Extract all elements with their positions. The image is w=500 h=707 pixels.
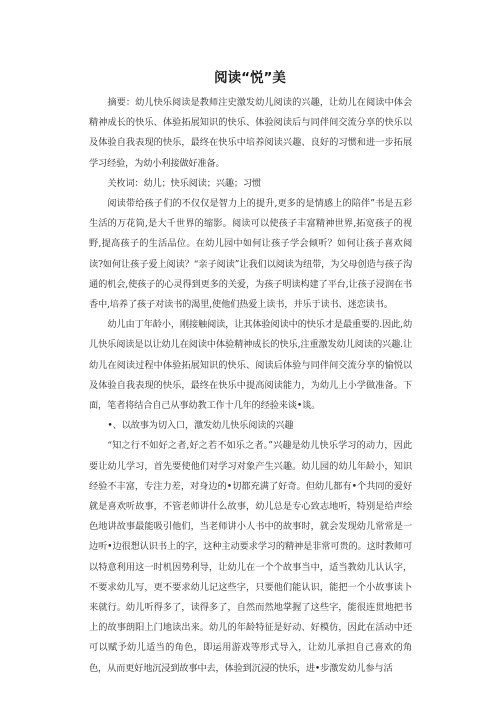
keywords-paragraph: 关枚词：幼儿；快乐阅读；兴趣；习惯 <box>107 177 262 189</box>
intro-paragraph: 阅读带给孩子们的不仅仅是智力上的提升,更多的是情感上的陪伴”书是五彩生活的万花筒,是大千世界的缩影。阅读可以使孩子丰富精神世界,拓宽孩子的视野,提高孩子的生活品位。在幼儿园中如何让孩子学会倾听？如何让孩子喜欢阅读?如何让孩子爱上阅读？“亲子阅读”让我们以阅读为纽带，为父母创造与孩子沟通的机会,使孩子的心灵得到更多的关爱，为孩子明读构建了平台,让孩子浸润在书香中,培养了孩子对读书的渴里,使他们热爱上读书，并乐于读书、迷恋读书。 <box>89 198 412 311</box>
body-paragraph: “知之行不如好之者,好之若不如乐之者。”兴趣是幼儿快乐学习的动力，因此要让幼儿学习，首先要使他们对学习对象产生兴趣。幼儿园的幼儿年龄小，知识经验不丰富，专注力差，对身边的•切都充满了好奇。但幼儿都有•个共同的爱好就是喜欢听故事，不管老师讲什么故事，幼儿总是专心致志地听，特别是给声绘色地讲故事最能吸引他们，当老师讲小人书中的故事时，就会发现幼儿常常是一边听•边很想认识书上的字，这种主动要求学习的精神是非常可贵的。这时教师可以特意利用这一时机因势利导，让幼儿在一个个故事当中，适当教幼儿认认字，不要求幼儿写，更不要求幼儿记这些字，只要他们能认识，能把一个小故事读卜来就行。幼儿听得多了，读得多了，自然而然地掌握了这些字，能很连贯地把书上的故事朗阳上门地读出来。幼儿的年龄特征是好动、好模仿，因此在活动中还可以赋予幼儿适当的角色，即运用游戏等形式导入，让幼儿承担自己喜欢的角色，从而更好地沉浸到故事中去，体验到沉浸的快乐，进•步激发幼儿参与活 <box>89 440 412 674</box>
document-title: 阅读“悦”美 <box>214 70 286 86</box>
document-body <box>89 93 412 679</box>
body-paragraph: 幼儿由丁年龄小，刚接触阅读，让其体验阅读中的快乐才是最重要的.因此,幼儿快乐阅读是以让幼儿在阅读中体验精神成长的快乐,注重激发幼儿阅读的兴趣.让幼儿在阅读过程中体验拓展知识的快乐、阅读后体验与同伴间交流分享的愉悦以及体验自我表现的快乐，最终在快乐中提高阅读能力，为幼儿上小学做准备。下面，笔者将结合自己从事幼教工作十几年的经验来谈•谈。 <box>89 319 412 412</box>
abstract-paragraph: 摘要：幼儿快乐阅读是教师注史激发幼儿阅读的兴趣，让幼儿在阅读中体会精神成长的快乐、体验拓展知识的快乐、体验阅读后与同伴间交流分享的快乐以及体验自我表现的快乐，最终在快乐中培养阅读兴趣、良好的习惯和进一步拓展学习经验，为幼小利接做好准备。 <box>89 97 412 169</box>
section-heading: •、以故事为切入口，激发幼儿快乐阅读的兴趣 <box>107 420 294 432</box>
